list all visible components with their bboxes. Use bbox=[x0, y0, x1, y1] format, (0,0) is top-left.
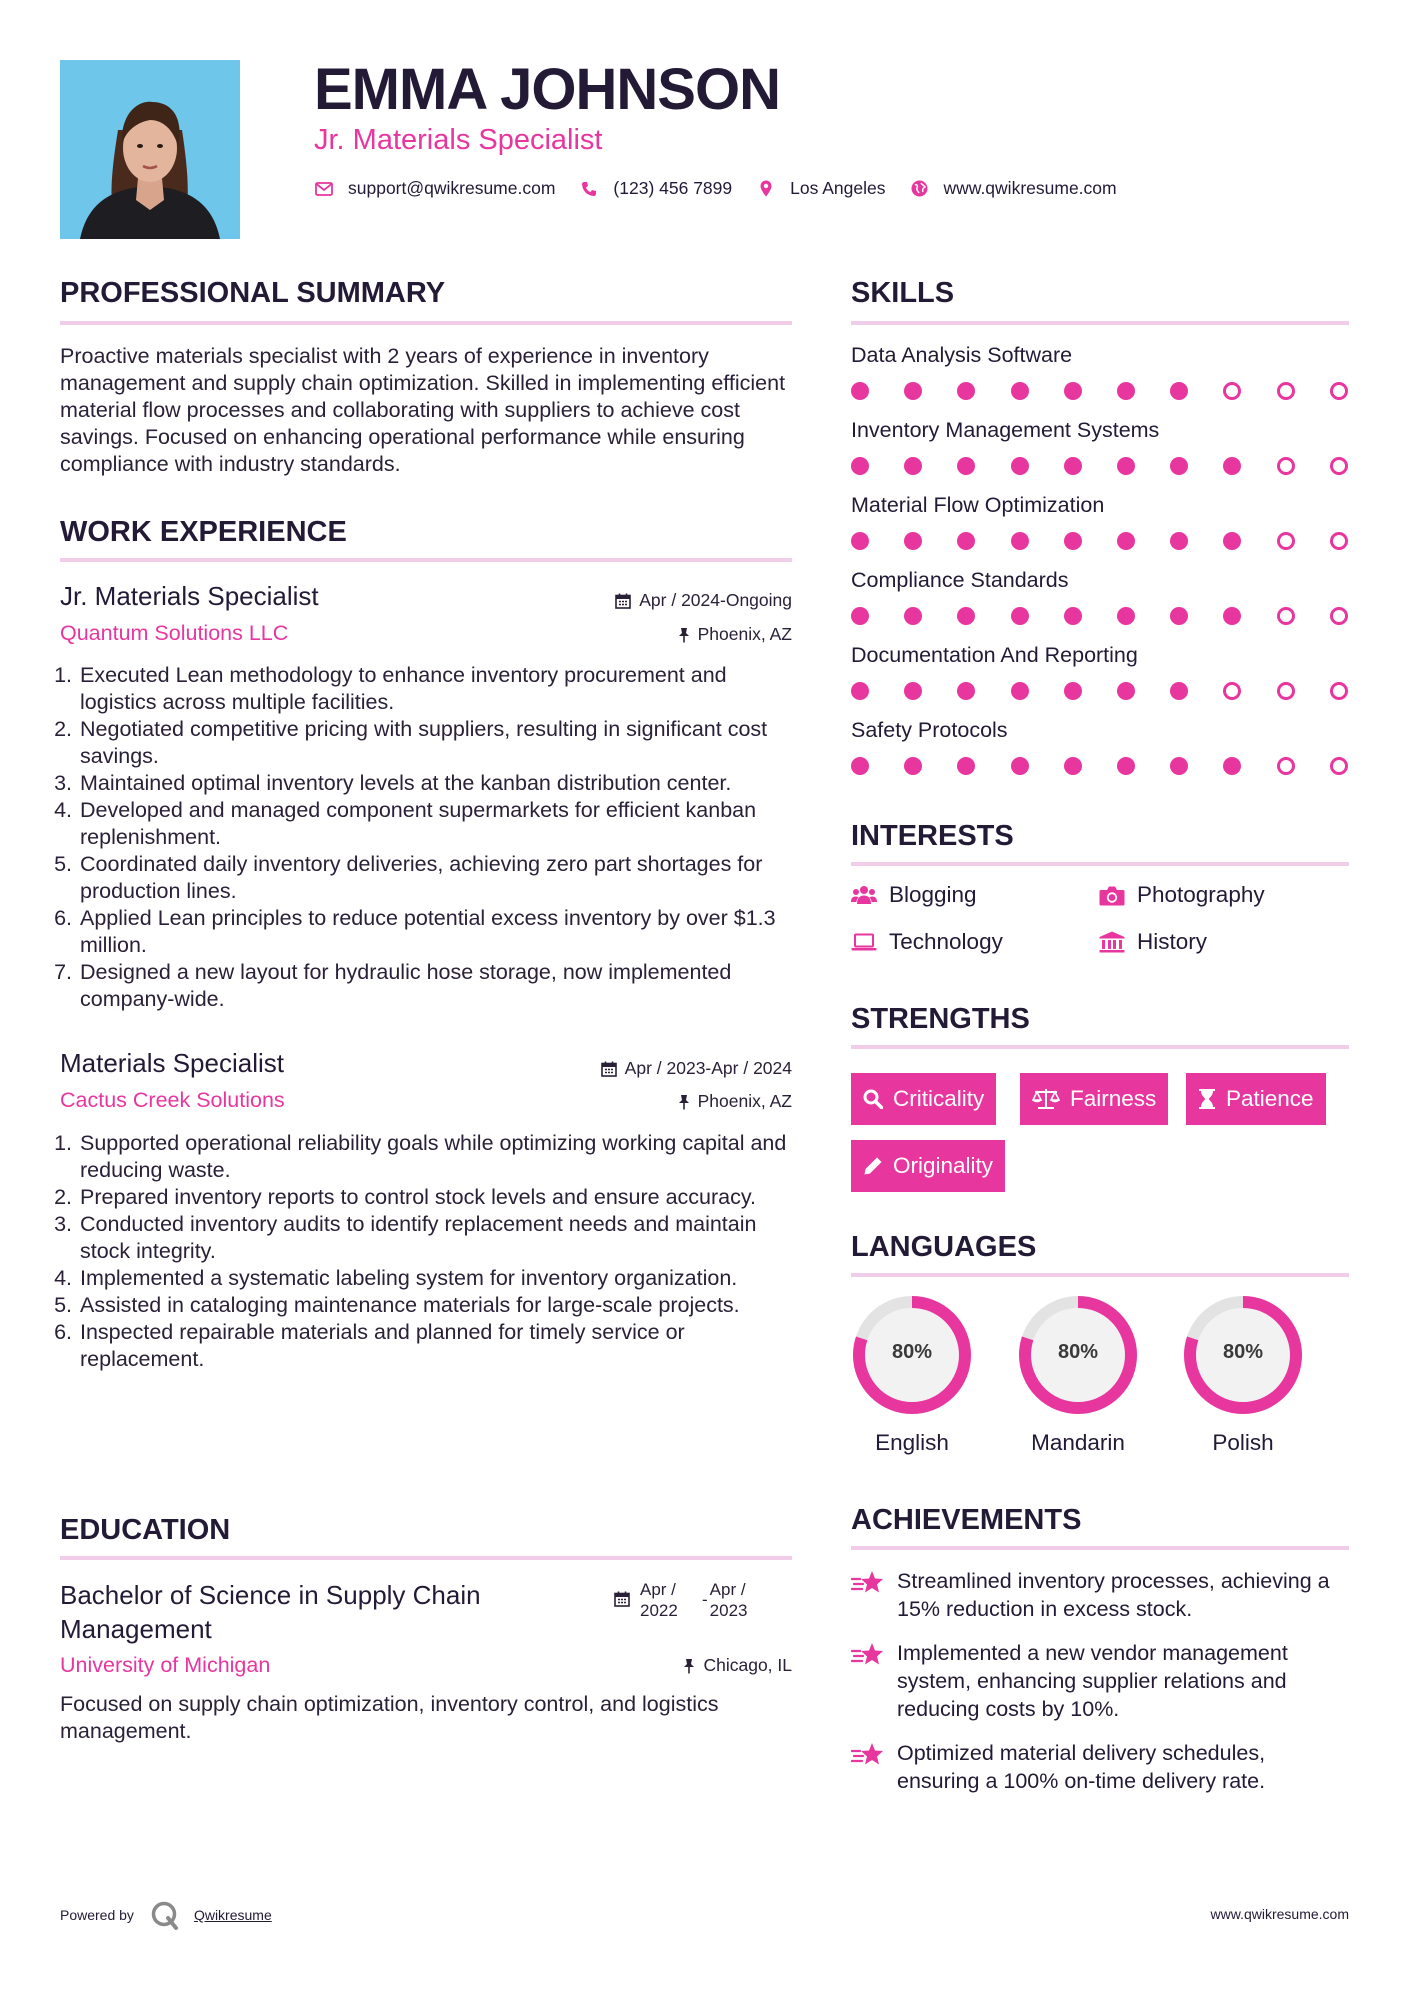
skill-rating bbox=[851, 382, 1347, 402]
summary-divider bbox=[60, 321, 792, 325]
language-percent: 80% bbox=[891, 1341, 933, 1363]
qwikresume-link[interactable]: Qwikresume bbox=[193, 1907, 272, 1923]
rating-dot-filled bbox=[851, 607, 869, 625]
rating-dot-filled bbox=[1170, 757, 1188, 775]
list-item: 3. Conducted inventory audits to identify replacement needs and maintain stock integrity. bbox=[78, 1211, 800, 1265]
rating-dot-filled bbox=[1117, 532, 1135, 550]
profile-photo bbox=[60, 60, 240, 239]
pushpin-icon bbox=[678, 627, 690, 643]
person-portrait-icon bbox=[60, 60, 240, 239]
interest-item-technology bbox=[851, 929, 1003, 955]
job-title: Jr. Materials Specialist bbox=[60, 581, 319, 611]
rating-dot-empty bbox=[1330, 457, 1348, 475]
rating-dot-filled bbox=[904, 382, 922, 400]
rating-dot-filled bbox=[1064, 757, 1082, 775]
rating-dot-filled bbox=[1170, 682, 1188, 700]
skill-name: Documentation And Reporting bbox=[851, 643, 1138, 667]
job-company: Quantum Solutions LLC bbox=[60, 621, 289, 645]
envelope-icon bbox=[314, 179, 334, 199]
skills-heading: SKILLS bbox=[851, 277, 955, 309]
achievement-text: Streamlined inventory processes, achieving a 15% reduction in excess stock. bbox=[897, 1569, 1330, 1621]
rating-dot-filled bbox=[1117, 607, 1135, 625]
interests-divider bbox=[851, 862, 1349, 866]
job-location bbox=[560, 624, 792, 645]
languages-heading: LANGUAGES bbox=[851, 1231, 1037, 1263]
rating-dot-filled bbox=[1223, 532, 1241, 550]
rating-dot-filled bbox=[904, 457, 922, 475]
language-item bbox=[1017, 1294, 1139, 1456]
pushpin-icon bbox=[678, 1094, 690, 1110]
list-item: 1. Executed Lean methodology to enhance inventory procurement and logistics across multiple facilities. bbox=[78, 662, 800, 716]
candidate-title: Jr. Materials Specialist bbox=[314, 124, 603, 156]
list-item: 2. Negotiated competitive pricing with suppliers, resulting in significant cost savings. bbox=[78, 716, 800, 770]
languages-divider bbox=[851, 1273, 1349, 1277]
rating-dot-empty bbox=[1277, 607, 1295, 625]
rating-dot-filled bbox=[1117, 757, 1135, 775]
list-item: 3. Maintained optimal inventory levels at the kanban distribution center. bbox=[78, 770, 800, 797]
rating-dot-filled bbox=[957, 757, 975, 775]
list-item: 6. Inspected repairable materials and planned for timely service or replacement. bbox=[78, 1319, 800, 1373]
experience-heading: WORK EXPERIENCE bbox=[60, 516, 347, 548]
rating-dot-filled bbox=[957, 382, 975, 400]
rating-dot-filled bbox=[1223, 457, 1241, 475]
achievement-item bbox=[851, 1739, 1351, 1795]
hourglass-icon bbox=[1198, 1088, 1216, 1110]
job-dates-text: Apr / 2024-Ongoing bbox=[639, 590, 792, 610]
shooting-star-icon bbox=[851, 1739, 885, 1795]
education-start bbox=[640, 1579, 702, 1621]
job-location bbox=[560, 1091, 792, 1112]
interest-item-blogging bbox=[851, 882, 977, 908]
education-heading: EDUCATION bbox=[60, 1514, 231, 1546]
education-description: Focused on supply chain optimization, inventory control, and logistics management. bbox=[60, 1692, 719, 1743]
search-icon bbox=[863, 1089, 883, 1109]
rating-dot-empty bbox=[1223, 682, 1241, 700]
laptop-icon bbox=[851, 930, 877, 954]
strength-label: Patience bbox=[1226, 1086, 1314, 1111]
start-month: Apr / bbox=[640, 1580, 676, 1599]
rating-dot-empty bbox=[1330, 607, 1348, 625]
location-text: Los Angeles bbox=[790, 178, 886, 198]
rating-dot-filled bbox=[904, 682, 922, 700]
rating-dot-filled bbox=[1064, 532, 1082, 550]
skill-rating bbox=[851, 457, 1347, 477]
list-item: 5. Coordinated daily inventory deliveries, achieving zero part shortages for production lines. bbox=[78, 851, 800, 905]
list-item: 6. Applied Lean principles to reduce potential excess inventory by over $1.3 million. bbox=[78, 905, 800, 959]
strengths-divider bbox=[851, 1045, 1349, 1049]
experience-divider bbox=[60, 558, 792, 562]
shooting-star-icon bbox=[851, 1567, 885, 1623]
rating-dot-filled bbox=[957, 682, 975, 700]
camera-icon bbox=[1099, 883, 1125, 907]
job-dates bbox=[560, 590, 792, 611]
job-dates-text: Apr / 2023-Apr / 2024 bbox=[624, 1058, 792, 1078]
summary-text: Proactive materials specialist with 2 years of experience in inventory management and supply chain optimization. Skilled in implementing efficient material flow processes and collaborating with suppliers to achieve cost savings. Focused on enhancing operational performance while ensuring compliance with industry standards. bbox=[60, 344, 786, 476]
rating-dot-filled bbox=[904, 532, 922, 550]
language-item bbox=[1182, 1294, 1304, 1456]
rating-dot-filled bbox=[1170, 382, 1188, 400]
qwikresume-logo-icon bbox=[150, 1900, 180, 1930]
skill-rating bbox=[851, 607, 1347, 627]
interest-label: Technology bbox=[889, 929, 1003, 954]
contact-website[interactable] bbox=[910, 178, 1117, 199]
skill-rating bbox=[851, 532, 1347, 552]
calendar-icon bbox=[614, 1591, 630, 1607]
skill-rating bbox=[851, 682, 1347, 702]
list-item: 4. Developed and managed component supermarkets for efficient kanban replenishment. bbox=[78, 797, 800, 851]
rating-dot-filled bbox=[1223, 607, 1241, 625]
rating-dot-filled bbox=[957, 457, 975, 475]
rating-dot-filled bbox=[904, 757, 922, 775]
education-end bbox=[710, 1579, 748, 1621]
skill-name: Inventory Management Systems bbox=[851, 418, 1160, 442]
school-name: University of Michigan bbox=[60, 1653, 271, 1677]
achievements-divider bbox=[851, 1546, 1349, 1550]
rating-dot-filled bbox=[1011, 457, 1029, 475]
end-year: 2023 bbox=[709, 1601, 748, 1620]
rating-dot-empty bbox=[1277, 382, 1295, 400]
powered-by-text: Powered by bbox=[60, 1907, 134, 1923]
strengths-heading: STRENGTHS bbox=[851, 1003, 1030, 1035]
rating-dot-filled bbox=[851, 457, 869, 475]
users-icon bbox=[851, 883, 877, 907]
shooting-star-icon bbox=[851, 1639, 885, 1723]
language-name: Polish bbox=[1212, 1430, 1274, 1455]
job-company: Cactus Creek Solutions bbox=[60, 1088, 285, 1112]
list-item: 7. Designed a new layout for hydraulic hose storage, now implemented company-wide. bbox=[78, 959, 800, 1013]
rating-dot-filled bbox=[1011, 607, 1029, 625]
end-month: Apr / bbox=[709, 1580, 746, 1599]
rating-dot-filled bbox=[1064, 682, 1082, 700]
strength-tag-originality bbox=[851, 1140, 1005, 1192]
map-pin-icon bbox=[756, 179, 776, 199]
language-name: Mandarin bbox=[1031, 1430, 1125, 1455]
calendar-icon bbox=[601, 1061, 617, 1077]
rating-dot-filled bbox=[957, 532, 975, 550]
phone-text: (123) 456 7899 bbox=[613, 178, 733, 198]
rating-dot-filled bbox=[1170, 532, 1188, 550]
job-bullets bbox=[60, 1130, 800, 1373]
rating-dot-filled bbox=[851, 757, 869, 775]
calendar-icon bbox=[615, 593, 631, 609]
achievement-item bbox=[851, 1567, 1351, 1623]
rating-dot-filled bbox=[851, 382, 869, 400]
rating-dot-filled bbox=[1064, 457, 1082, 475]
interest-item-photography bbox=[1099, 882, 1265, 908]
skill-name: Compliance Standards bbox=[851, 568, 1069, 592]
email-text: support@qwikresume.com bbox=[348, 178, 556, 198]
skill-name: Data Analysis Software bbox=[851, 343, 1073, 367]
list-item: 1. Supported operational reliability goals while optimizing working capital and reducing waste. bbox=[78, 1130, 800, 1184]
summary-heading: PROFESSIONAL SUMMARY bbox=[60, 277, 446, 309]
language-percent: 80% bbox=[1057, 1341, 1099, 1363]
skills-divider bbox=[851, 321, 1349, 325]
degree-title: Bachelor of Science in Supply Chain Management bbox=[60, 1580, 481, 1644]
job-title: Materials Specialist bbox=[60, 1048, 284, 1078]
rating-dot-filled bbox=[1011, 682, 1029, 700]
balance-scale-icon bbox=[1032, 1088, 1060, 1110]
strength-tag-criticality bbox=[851, 1073, 996, 1125]
rating-dot-empty bbox=[1277, 757, 1295, 775]
rating-dot-filled bbox=[851, 682, 869, 700]
rating-dot-filled bbox=[1117, 382, 1135, 400]
achievement-text: Implemented a new vendor management system, enhancing supplier relations and reducing costs by 10%. bbox=[897, 1641, 1288, 1721]
achievements-heading: ACHIEVEMENTS bbox=[851, 1504, 1082, 1536]
strength-tag-patience bbox=[1186, 1073, 1326, 1125]
rating-dot-filled bbox=[1170, 457, 1188, 475]
rating-dot-filled bbox=[1064, 607, 1082, 625]
rating-dot-filled bbox=[904, 607, 922, 625]
strength-label: Criticality bbox=[893, 1086, 985, 1111]
skill-rating bbox=[851, 757, 1347, 777]
interests-heading: INTERESTS bbox=[851, 820, 1014, 852]
pencil-icon bbox=[863, 1156, 883, 1176]
strength-label: Originality bbox=[893, 1153, 994, 1178]
contact-phone[interactable] bbox=[579, 178, 732, 199]
footer-powered-by bbox=[60, 1900, 272, 1930]
candidate-name: EMMA JOHNSON bbox=[314, 57, 780, 122]
achievement-item bbox=[851, 1639, 1351, 1723]
language-item bbox=[851, 1294, 973, 1456]
rating-dot-empty bbox=[1277, 457, 1295, 475]
contact-bar bbox=[314, 178, 1141, 199]
rating-dot-filled bbox=[1064, 382, 1082, 400]
rating-dot-empty bbox=[1330, 532, 1348, 550]
education-dates bbox=[614, 1579, 748, 1621]
rating-dot-filled bbox=[957, 607, 975, 625]
job-location-text: Phoenix, AZ bbox=[697, 1091, 792, 1111]
rating-dot-filled bbox=[1117, 457, 1135, 475]
rating-dot-filled bbox=[1011, 382, 1029, 400]
strength-tag-fairness bbox=[1020, 1073, 1168, 1125]
rating-dot-filled bbox=[1011, 757, 1029, 775]
language-name: English bbox=[875, 1430, 949, 1455]
website-text: www.qwikresume.com bbox=[943, 178, 1117, 198]
interest-label: History bbox=[1137, 929, 1208, 954]
interest-label: Photography bbox=[1137, 882, 1265, 907]
strength-label: Fairness bbox=[1070, 1086, 1157, 1111]
rating-dot-empty bbox=[1330, 757, 1348, 775]
education-location bbox=[560, 1655, 792, 1676]
achievement-text: Optimized material delivery schedules, ensuring a 100% on-time delivery rate. bbox=[897, 1741, 1266, 1793]
job-location-text: Phoenix, AZ bbox=[697, 624, 792, 644]
language-percent: 80% bbox=[1222, 1341, 1264, 1363]
contact-location bbox=[756, 178, 885, 199]
pushpin-icon bbox=[683, 1658, 695, 1674]
skill-name: Safety Protocols bbox=[851, 718, 1008, 742]
contact-email[interactable] bbox=[314, 178, 555, 199]
rating-dot-filled bbox=[1117, 682, 1135, 700]
education-divider bbox=[60, 1556, 792, 1560]
museum-icon bbox=[1099, 930, 1125, 954]
date-separator: - bbox=[702, 1590, 708, 1609]
education-location-text: Chicago, IL bbox=[703, 1655, 792, 1675]
rating-dot-empty bbox=[1330, 382, 1348, 400]
list-item: 4. Implemented a systematic labeling system for inventory organization. bbox=[78, 1265, 800, 1292]
rating-dot-empty bbox=[1223, 382, 1241, 400]
phone-icon bbox=[579, 179, 599, 199]
footer-url[interactable]: www.qwikresume.com bbox=[1210, 1906, 1349, 1922]
rating-dot-empty bbox=[1330, 682, 1348, 700]
list-item: 5. Assisted in cataloging maintenance materials for large-scale projects. bbox=[78, 1292, 800, 1319]
rating-dot-filled bbox=[1170, 607, 1188, 625]
rating-dot-filled bbox=[851, 532, 869, 550]
rating-dot-empty bbox=[1277, 682, 1295, 700]
globe-icon bbox=[910, 179, 930, 199]
job-bullets bbox=[60, 662, 800, 1013]
rating-dot-filled bbox=[1011, 532, 1029, 550]
skill-name: Material Flow Optimization bbox=[851, 493, 1105, 517]
interest-item-history bbox=[1099, 929, 1207, 955]
interest-label: Blogging bbox=[889, 882, 977, 907]
list-item: 2. Prepared inventory reports to control stock levels and ensure accuracy. bbox=[78, 1184, 800, 1211]
job-dates bbox=[540, 1058, 792, 1079]
rating-dot-empty bbox=[1277, 532, 1295, 550]
start-year: 2022 bbox=[640, 1601, 678, 1620]
rating-dot-filled bbox=[1223, 757, 1241, 775]
